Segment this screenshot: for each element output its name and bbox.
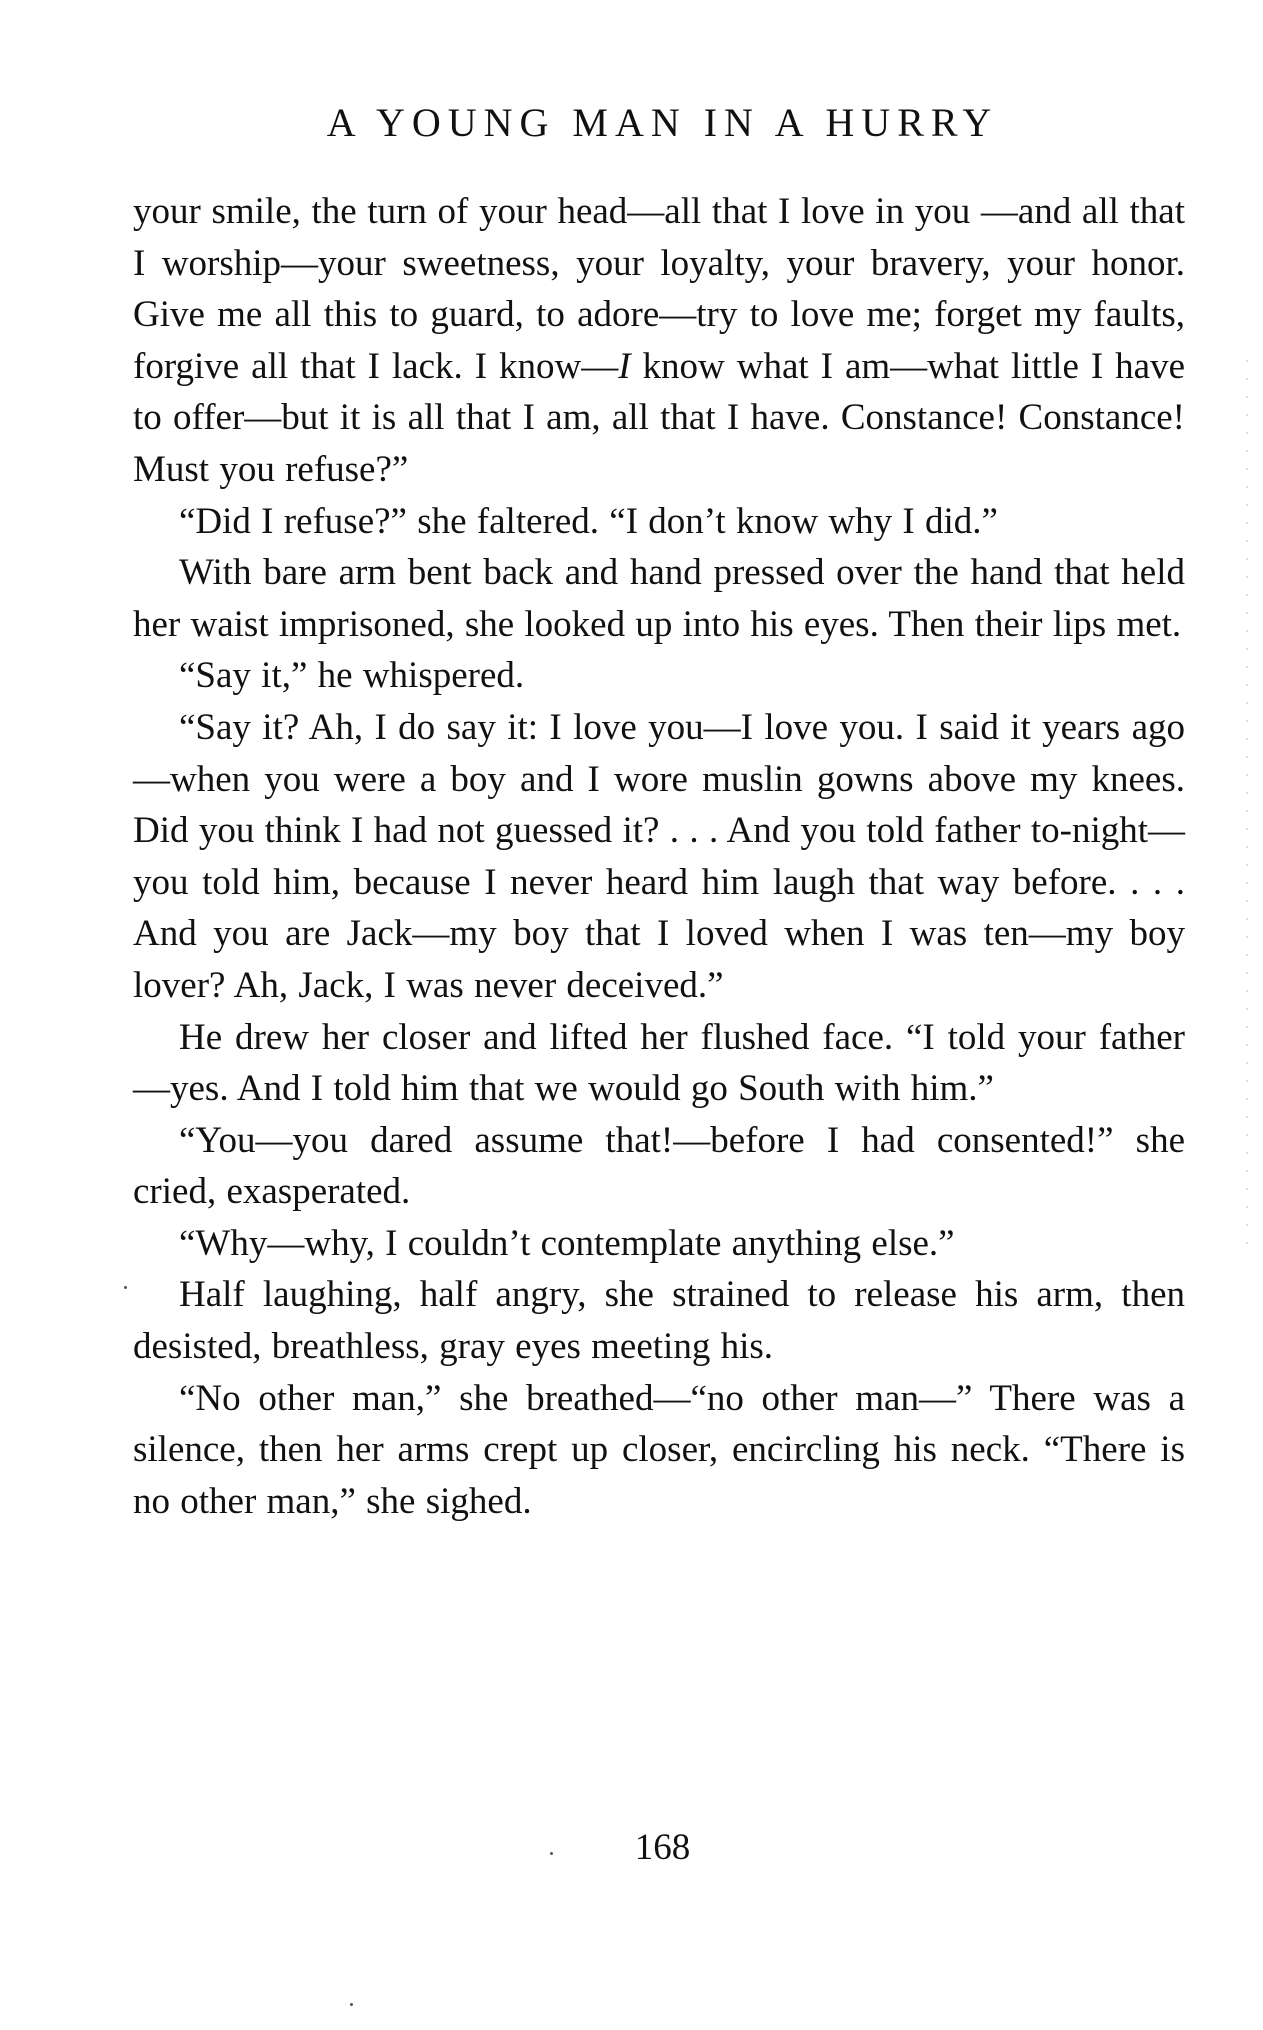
paragraph-3: With bare arm bent back and hand pressed over the hand that held her waist imprisoned, she looked up into his eyes. Then their lips met. (133, 552, 1185, 645)
paragraph-2: “Did I refuse?” she faltered. “I don’t know why I did.” (179, 500, 998, 542)
scan-speck (550, 1852, 553, 1855)
paragraph-9: Half laughing, half angry, she strained to release his arm, then desisted, breathless, gray eyes meeting his. (133, 1274, 1185, 1368)
paragraph-1-text-cont: know what I am—what little I have to offer—but it is all that I am, all that I have. Constance! Constance! Must you refuse?” (133, 345, 1185, 490)
paragraph-1 (133, 186, 1185, 496)
paragraph-10: “No other man,” she breathed—“no other man—” There was a silence, then her arms crept up closer, encircling his neck. “There is no other man,” she sighed. (133, 1377, 1185, 1522)
emphasis-i: I (618, 345, 631, 387)
scan-speck (350, 2003, 353, 2006)
paragraph-7: “You—you dared assume that!—before I had consented!” she cried, exasperated. (133, 1119, 1185, 1213)
scan-speck (124, 1286, 127, 1289)
scan-edge-noise (1246, 360, 1248, 1260)
paragraph-1-text: your smile, the turn of your head—all that I love in you —and all that I worship—your sweetness, your loyalty, your bravery, your honor. Give me all this to guard, to adore—try to love me; forget my faults, forgive all that I lack. I know— (133, 191, 1185, 387)
paragraph-8: “Why—why, I couldn’t contemplate anything else.” (179, 1222, 955, 1264)
paragraph-5: “Say it? Ah, I do say it: I love you—I love you. I said it years ago—when you were a boy and I wore muslin gowns above my knees. Did you think I had not guessed it? . . . And you told father to-night—you told him, because I never heard him laugh that way before. . . . And you are Jack—my boy that I loved when I was ten—my boy lover? Ah, Jack, I was never deceived.” (133, 706, 1185, 1006)
running-header: A YOUNG MAN IN A HURRY (326, 100, 999, 145)
paragraph-6: He drew her closer and lifted her flushed face. “I told your father—yes. And I told him that we would go South with him.” (133, 1016, 1185, 1110)
page-number: 168 (634, 1827, 691, 1868)
paragraph-4: “Say it,” he whispered. (179, 655, 525, 697)
body-text (133, 186, 1185, 1527)
